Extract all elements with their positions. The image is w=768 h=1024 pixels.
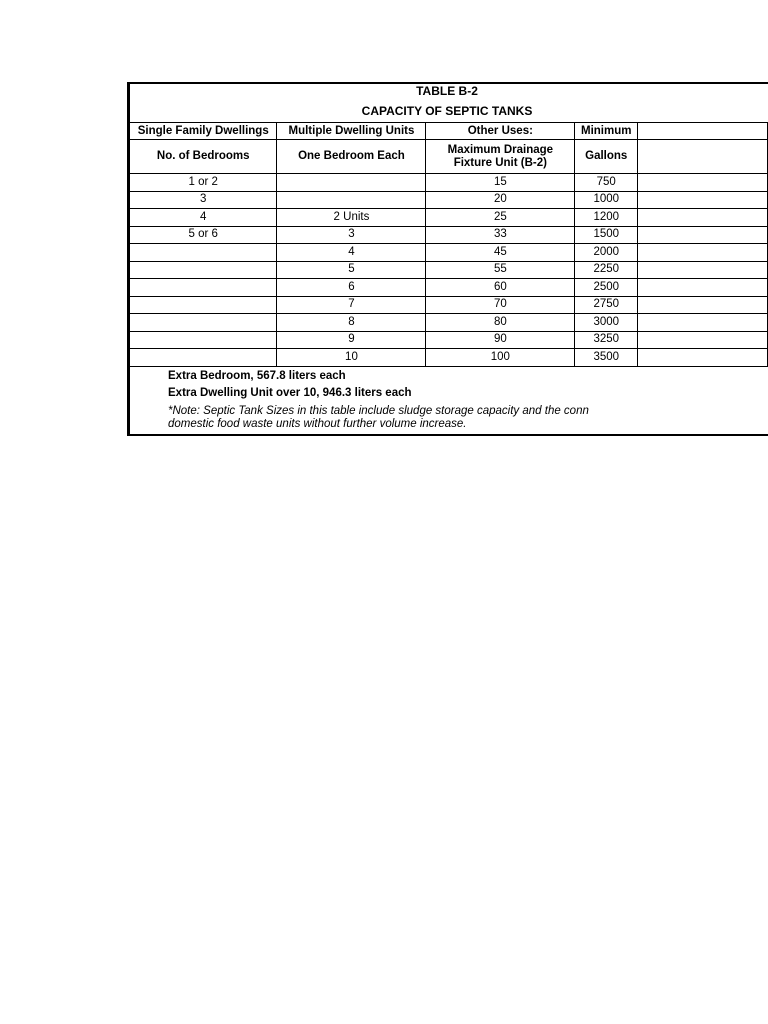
table-row [130,296,768,314]
table-cell: 5 or 6 [130,226,277,244]
table-cell-empty [638,349,768,367]
table-cell [130,244,277,262]
table-cell: 3250 [575,331,638,349]
table-cell: 60 [426,279,575,297]
table-row [130,331,768,349]
table-cell: 70 [426,296,575,314]
table-subtitle: CAPACITY OF SEPTIC TANKS [361,104,533,118]
table-sheet [127,82,768,438]
table-row [130,279,768,297]
table-cell: 15 [426,174,575,192]
table-row [130,349,768,367]
table-row [130,209,768,227]
table-cell-empty [638,296,768,314]
table-cell: 1200 [575,209,638,227]
extra-dwelling-note: Extra Dwelling Unit over 10, 946.3 liters each [168,387,412,399]
table-cell [130,349,277,367]
table-cell: 80 [426,314,575,332]
table-cell [130,331,277,349]
table-cell [130,279,277,297]
table-cell: 45 [426,244,575,262]
header-cell-empty [638,123,768,140]
table-cell-empty [638,174,768,192]
header-cell: Single Family Dwellings [130,123,277,140]
table-cell: 3000 [575,314,638,332]
table-cell: 5 [277,261,426,279]
table-row [130,244,768,262]
table-cell: 9 [277,331,426,349]
table-cell: 3 [130,191,277,209]
table-row [130,314,768,332]
table-cell: 3500 [575,349,638,367]
header-cell: Minimum [575,123,638,140]
table-cell [130,314,277,332]
header-cell: No. of Bedrooms [130,140,277,174]
table-row [130,191,768,209]
header-cell: Gallons [575,140,638,174]
table-cell: 3 [277,226,426,244]
table-cell: 8 [277,314,426,332]
table-cell-empty [638,261,768,279]
table-cell: 1000 [575,191,638,209]
table-cell: 1 or 2 [130,174,277,192]
table-cell: 90 [426,331,575,349]
table-cell: 2750 [575,296,638,314]
table-cell: 4 [277,244,426,262]
table-row [130,226,768,244]
table-cell-empty [638,279,768,297]
header-cell: Multiple Dwelling Units [277,123,426,140]
table-title: TABLE B-2 [416,84,478,98]
header-cell-text: Maximum Drainage Fixture Unit (B-2) [447,143,554,169]
extra-bedroom-note: Extra Bedroom, 567.8 liters each [168,370,346,382]
table-cell-empty [638,314,768,332]
table-cell-empty [638,331,768,349]
table-cell-empty [638,226,768,244]
table-row [130,261,768,279]
table-cell [277,174,426,192]
table-cell-empty [638,191,768,209]
header-cell: Other Uses: [426,123,575,140]
header-row-1 [130,123,768,140]
table-cell: 10 [277,349,426,367]
table-cell: 750 [575,174,638,192]
table-cell: 6 [277,279,426,297]
table-cell: 25 [426,209,575,227]
header-row-2 [130,140,768,174]
table-cell-empty [638,209,768,227]
footnote [168,405,589,431]
table-cell: 1500 [575,226,638,244]
table-cell: 2250 [575,261,638,279]
table-notes [168,368,589,431]
header-cell-empty [638,140,768,174]
table-cell: 55 [426,261,575,279]
table-cell [277,191,426,209]
header-cell [426,140,575,174]
table-cell: 2 Units [277,209,426,227]
table-cell-empty [638,244,768,262]
table-row [130,174,768,192]
footnote-line-1: *Note: Septic Tank Sizes in this table include sludge storage capacity and the conn [168,405,589,417]
table-cell [130,261,277,279]
header-cell: One Bedroom Each [277,140,426,174]
table-cell: 20 [426,191,575,209]
table-cell: 100 [426,349,575,367]
footnote-line-2: domestic food waste units without further volume increase. [168,418,467,430]
table-cell: 4 [130,209,277,227]
septic-capacity-table [130,122,768,367]
table-cell: 7 [277,296,426,314]
table-cell: 2000 [575,244,638,262]
table-cell [130,296,277,314]
table-cell: 33 [426,226,575,244]
table-cell: 2500 [575,279,638,297]
